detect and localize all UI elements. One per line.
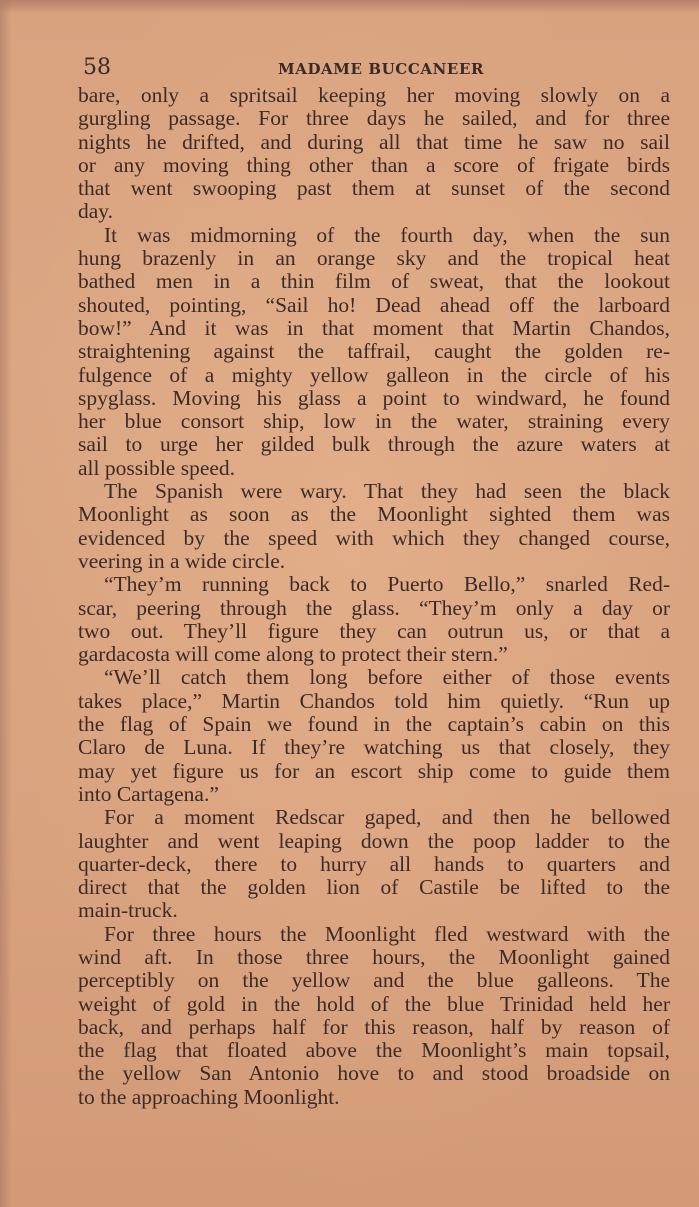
text-line: perceptibly on the yellow and the blue galleons. The (78, 968, 670, 993)
text-line: “They’m running back to Puerto Bello,” snarled Red- (104, 572, 670, 597)
text-line: back, and perhaps half for this reason, half by reason of (78, 1014, 670, 1039)
text-line: It was midmorning of the fourth day, when the sun (104, 222, 670, 247)
text-line: fulgence of a mighty yellow galleon in the circle of his (78, 362, 670, 387)
text-line: bare, only a spritsail keeping her moving slowly on a (78, 83, 670, 107)
text-line: that went swooping past them at sunset of the second (78, 176, 670, 201)
paragraph (78, 84, 670, 224)
text-line: bow!” And it was in that moment that Martin Chandos, (78, 315, 670, 340)
text-line: direct that the golden lion of Castile be lifted to the (78, 875, 670, 900)
text-line: or any moving thing other than a score of frigate birds (78, 152, 670, 177)
text-line: Claro de Luna. If they’re watching us that closely, they (78, 735, 670, 760)
text-line: main-truck. (78, 898, 178, 923)
text-line: her blue consort ship, low in the water, straining every (78, 409, 670, 434)
page-top-edge (0, 0, 699, 14)
text-line: the yellow San Antonio hove to and stood broadside on (78, 1061, 670, 1086)
paragraph (78, 224, 670, 480)
text-line: veering in a wide circle. (78, 548, 286, 573)
running-head: MADAME BUCCANEER (278, 60, 485, 78)
page-left-edge (0, 0, 12, 1207)
text-line: the flag of Spain we found in the captain’s cabin on this (78, 712, 670, 737)
page-number: 58 (83, 55, 111, 80)
paragraph (78, 480, 670, 573)
paragraph (78, 573, 670, 666)
text-line: spyglass. Moving his glass a point to windward, he found (78, 385, 670, 410)
text-line: bathed men in a thin film of sweat, that the lookout (78, 269, 670, 294)
text-line: quarter-deck, there to hurry all hands to quarters and (78, 851, 670, 876)
text-line: takes place,” Martin Chandos told him quietly. “Run up (78, 688, 670, 713)
text-line: scar, peering through the glass. “They’m only a day or (78, 595, 670, 620)
text-line: nights he drifted, and during all that time he saw no sail (78, 129, 670, 154)
text-line: the flag that floated above the Moonlight’s main topsail, (78, 1038, 670, 1063)
paragraph (78, 923, 670, 1109)
text-line: all possible speed. (78, 455, 236, 480)
text-line: shouted, pointing, “Sail ho! Dead ahead off the larboard (78, 292, 670, 317)
text-line: straightening against the taffrail, caught the golden re- (78, 339, 670, 364)
text-line: “We’ll catch them long before either of those events (104, 665, 670, 690)
page-header (83, 54, 683, 84)
text-line: to the approaching Moonlight. (78, 1084, 340, 1109)
text-line: laughter and went leaping down the poop ladder to the (78, 828, 670, 853)
text-line: For a moment Redscar gaped, and then he bellowed (104, 805, 670, 830)
text-line: day. (78, 199, 114, 224)
text-line: weight of gold in the hold of the blue Trinidad held her (78, 991, 670, 1016)
text-line: wind aft. In those three hours, the Moonlight gained (78, 944, 670, 969)
text-line: evidenced by the speed with which they changed course, (78, 525, 670, 550)
text-line: gurgling passage. For three days he sailed, and for three (78, 106, 670, 131)
body-text (78, 84, 670, 1109)
paragraph (78, 806, 670, 922)
text-line: two out. They’ll figure they can outrun us, or that a (78, 618, 670, 643)
paragraph (78, 666, 670, 806)
text-line: into Cartagena.” (78, 781, 219, 806)
text-line: For three hours the Moonlight fled westward with the (104, 921, 670, 946)
text-line: Moonlight as soon as the Moonlight sighted them was (78, 502, 670, 527)
text-line: sail to urge her gilded bulk through the azure waters at (78, 432, 670, 457)
text-line: hung brazenly in an orange sky and the tropical heat (78, 246, 670, 271)
text-line: may yet figure us for an escort ship come to guide them (78, 758, 670, 783)
text-line: The Spanish were wary. That they had seen the black (104, 479, 670, 504)
text-line: gardacosta will come along to protect their stern.” (78, 642, 508, 667)
